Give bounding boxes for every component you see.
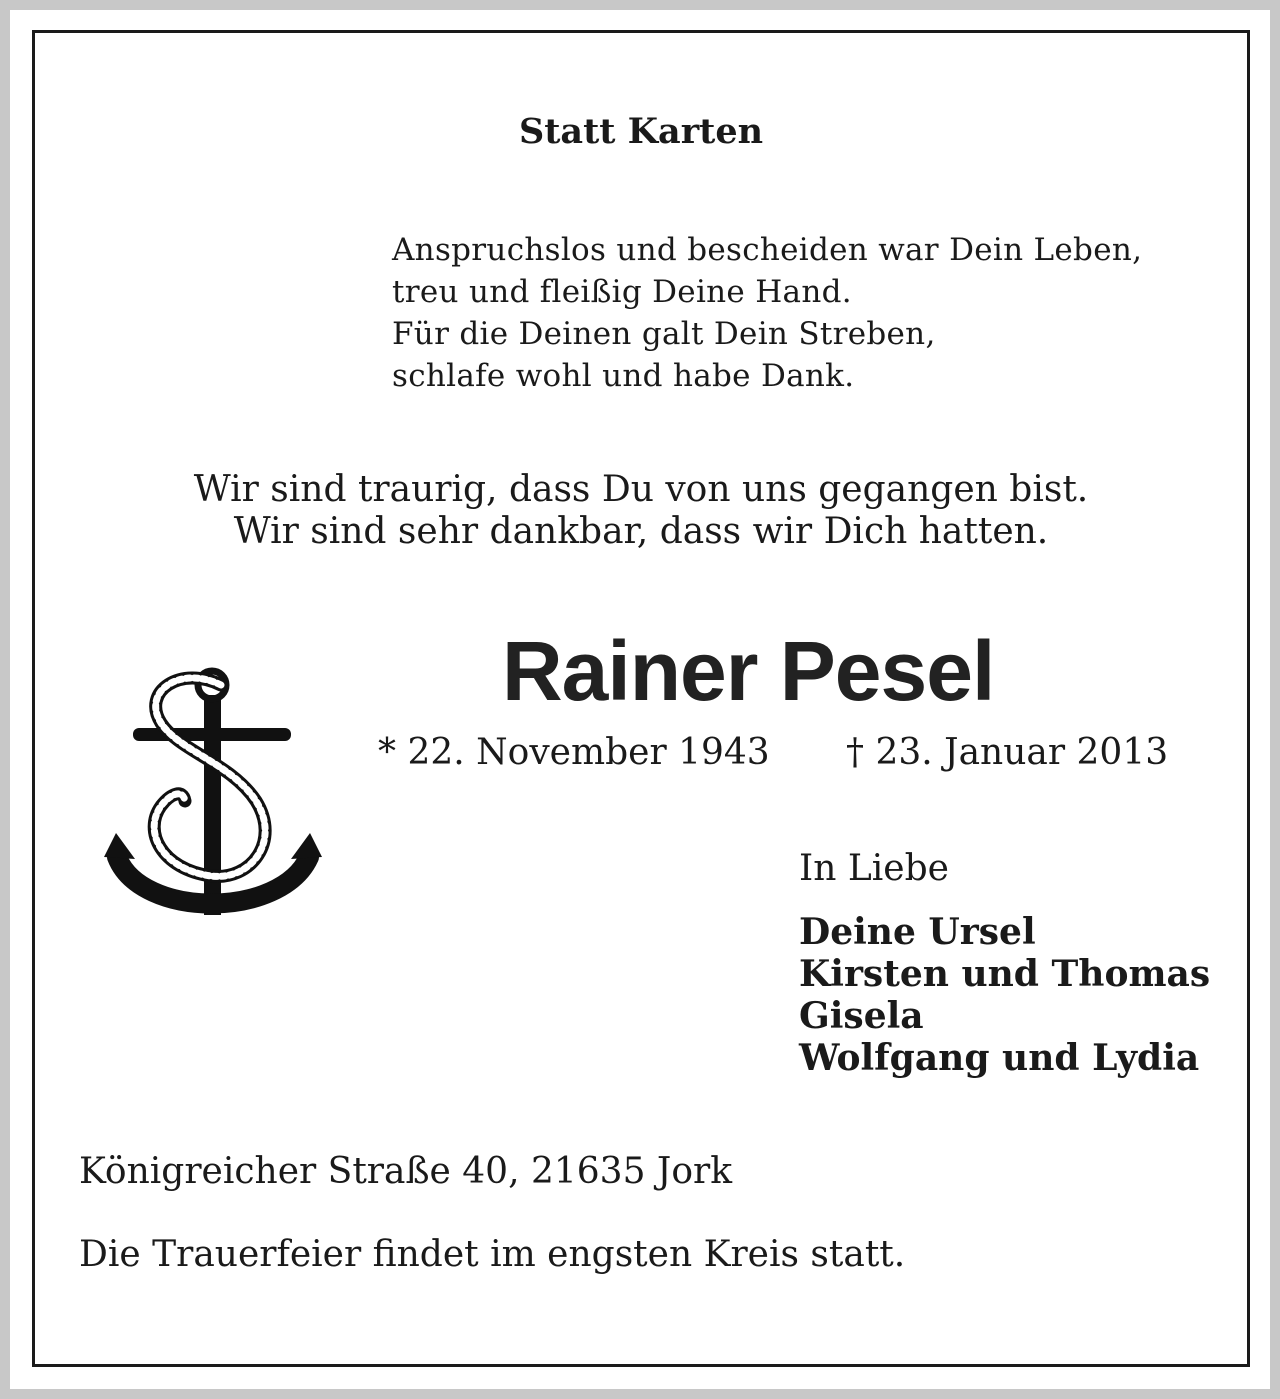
notice-sheet [10, 10, 1270, 1389]
notice-frame [32, 30, 1250, 1367]
poem-line: Anspruchslos und bescheiden war Dein Leben, [392, 232, 1143, 268]
ceremony-note: Die Trauerfeier findet im engsten Kreis statt. [79, 1234, 906, 1275]
deceased-name: Rainer Pesel [502, 624, 995, 718]
in-love-label: In Liebe [799, 848, 949, 889]
poem [392, 229, 1142, 397]
farewell-line: Wir sind traurig, dass Du von uns gegangen bist. [193, 469, 1089, 510]
farewell-line: Wir sind sehr dankbar, dass wir Dich hatten. [233, 511, 1049, 552]
mourner-name: Wolfgang und Lydia [799, 1037, 1200, 1079]
notice-header: Statt Karten [518, 111, 764, 152]
birth-date: * 22. November 1943 [378, 732, 770, 773]
poem-line: schlafe wohl und habe Dank. [392, 358, 855, 394]
mourners-list [799, 911, 1210, 1079]
mourner-name: Deine Ursel [799, 911, 1036, 953]
poem-line: Für die Deinen galt Dein Streben, [392, 316, 936, 352]
mourner-name: Kirsten und Thomas [799, 953, 1211, 995]
death-date: † 23. Januar 2013 [846, 732, 1169, 773]
address: Königreicher Straße 40, 21635 Jork [79, 1151, 733, 1192]
anchor-icon [101, 651, 325, 923]
poem-line: treu und fleißig Deine Hand. [392, 274, 852, 310]
mourner-name: Gisela [799, 995, 924, 1037]
farewell-text [35, 469, 1247, 553]
